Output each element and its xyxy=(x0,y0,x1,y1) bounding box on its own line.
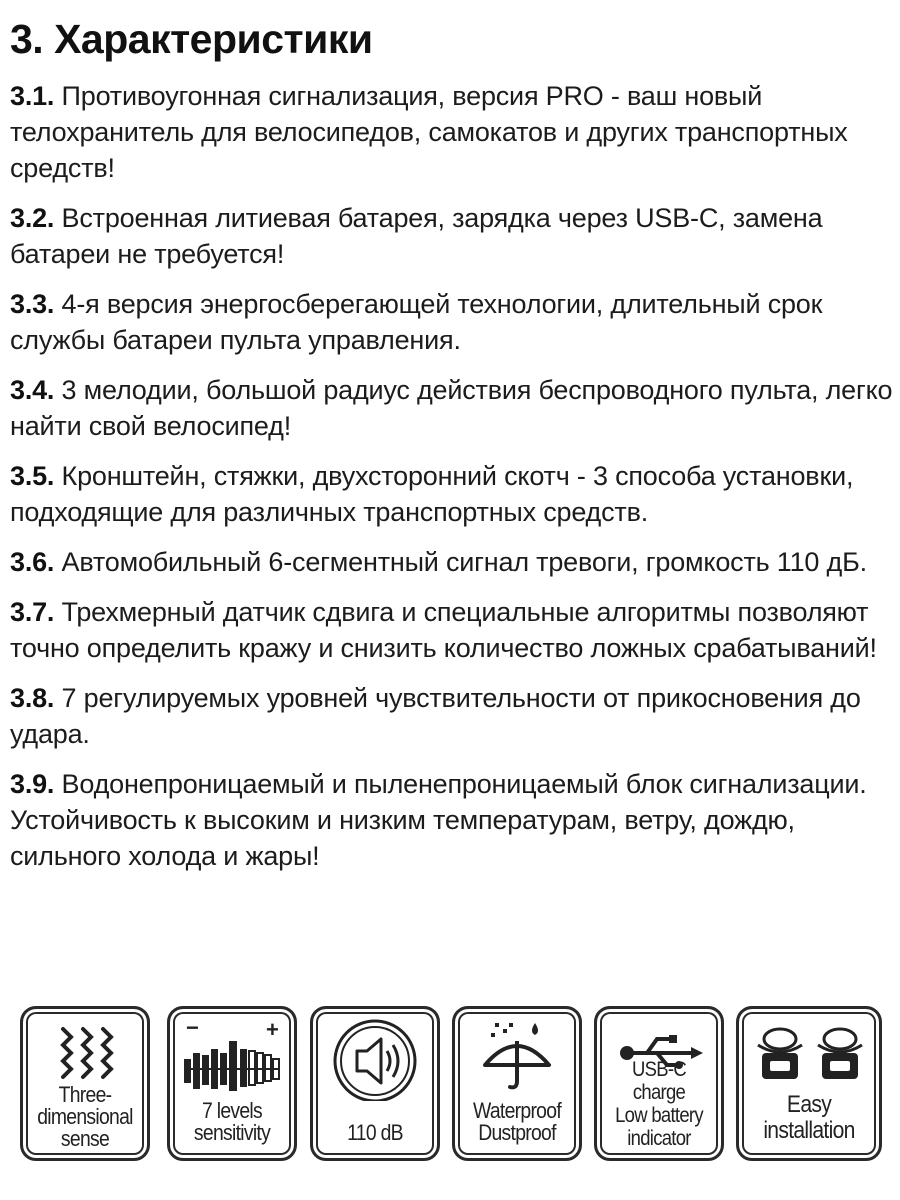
page-title: 3. Характеристики xyxy=(10,16,373,62)
badge-label-line: indicator xyxy=(627,1127,691,1150)
badge-label-line: 110 dB xyxy=(347,1120,403,1145)
spec-number: 3.8. xyxy=(10,683,55,713)
minus-sign: − xyxy=(186,1019,199,1040)
badge-label-line: Waterproof xyxy=(472,1098,561,1123)
badge-installation xyxy=(736,1006,882,1161)
spec-number: 3.3. xyxy=(10,289,55,319)
spec-number: 3.2. xyxy=(10,203,55,233)
badge-label-line: dimensional xyxy=(37,1104,133,1129)
spec-number: 3.6. xyxy=(10,547,55,577)
badge-label-line: installation xyxy=(763,1117,855,1144)
spec-item xyxy=(10,594,895,666)
spec-item xyxy=(10,286,895,358)
spec-number: 3.9. xyxy=(10,769,55,799)
sensitivity-scale-icon xyxy=(180,1019,284,1091)
spec-item xyxy=(10,680,895,752)
spec-item xyxy=(10,458,895,530)
spec-number: 3.4. xyxy=(10,375,55,405)
speaker-icon xyxy=(323,1019,427,1101)
spec-number: 3.5. xyxy=(10,461,55,491)
badge-label-line: sense xyxy=(60,1126,110,1151)
spec-item xyxy=(10,200,895,272)
spec-text: Встроенная литиевая батарея, зарядка через USB-C, замена батареи не требуется! xyxy=(10,203,823,269)
spec-text: Водонепроницаемый и пыленепроницаемый блок сигнализации. Устойчивость к высоким и низким температурам, ветру, дождю, сильного холода и жары! xyxy=(10,769,867,871)
badge-waterproof xyxy=(452,1006,582,1161)
spec-number: 3.1. xyxy=(10,81,55,111)
spec-text: Автомобильный 6-сегментный сигнал тревоги, громкость 110 дБ. xyxy=(54,547,867,577)
badge-label-line: 7 levels xyxy=(201,1098,263,1123)
badge-label-line: Dustproof xyxy=(478,1120,556,1145)
specs-list xyxy=(10,78,895,888)
badge-label-line: Three- xyxy=(58,1082,112,1107)
spec-item xyxy=(10,766,895,874)
spec-text: Трехмерный датчик сдвига и специальные алгоритмы позволяют точно определить кражу и снизить количество ложных срабатываний! xyxy=(10,597,877,663)
spec-text: Противоугонная сигнализация, версия PRO - ваш новый телохранитель для велосипедов, самокатов и других транспортных средств! xyxy=(10,81,848,183)
umbrella-icon xyxy=(465,1019,569,1091)
spec-text: 4-я версия энергосберегающей технологии, длительный срок службы батареи пульта управления. xyxy=(10,289,823,355)
spec-text: 3 мелодии, большой радиус действия беспроводного пульта, легко найти свой велосипед! xyxy=(10,375,893,441)
feature-badges xyxy=(20,1006,888,1166)
badge-label-line: USB-C charge xyxy=(632,1058,686,1104)
badge-3d-sense xyxy=(20,1006,150,1161)
mount-bracket-icon xyxy=(749,1019,871,1091)
badge-sensitivity xyxy=(167,1006,297,1161)
badge-usb xyxy=(594,1006,724,1161)
vibration-waves-icon xyxy=(33,1019,137,1091)
spec-item xyxy=(10,544,895,580)
plus-sign: + xyxy=(266,1019,279,1042)
badge-volume xyxy=(310,1006,440,1161)
spec-item xyxy=(10,372,895,444)
badge-label-line: Low battery xyxy=(615,1104,703,1127)
spec-item xyxy=(10,78,895,186)
spec-number: 3.7. xyxy=(10,597,55,627)
spec-text: 7 регулируемых уровней чувствительности от прикосновения до удара. xyxy=(10,683,861,749)
badge-label-line: sensitivity xyxy=(193,1120,271,1145)
spec-text: Кронштейн, стяжки, двухсторонний скотч - 3 способа установки, подходящие для различных транспортных средств. xyxy=(10,461,854,527)
badge-label-line: Easy xyxy=(786,1091,832,1118)
